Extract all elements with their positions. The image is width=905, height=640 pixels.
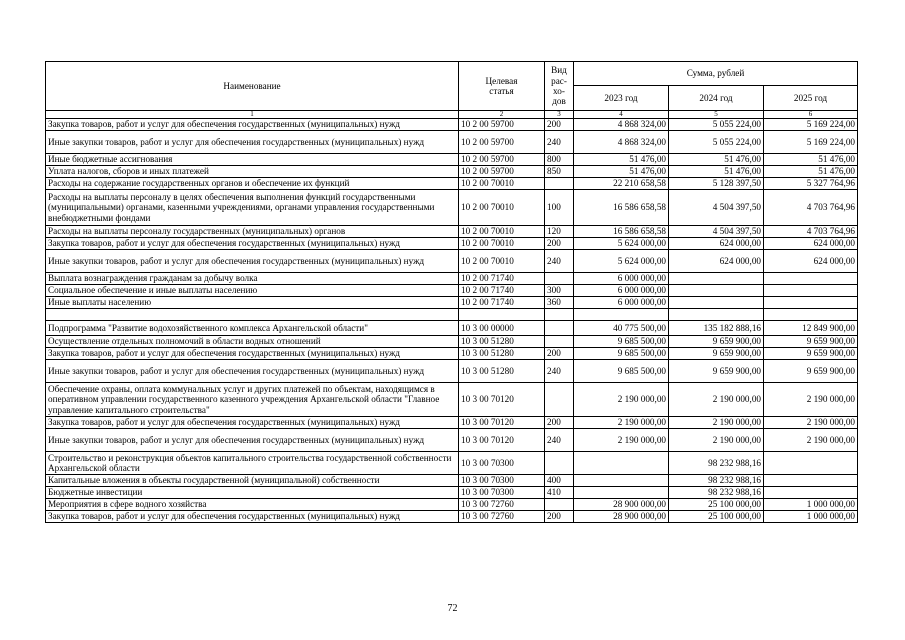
row-name: Бюджетные инвестиции [46, 487, 459, 499]
row-sum-2024: 5 128 397,50 [669, 178, 764, 190]
row-name: Социальное обеспечение и иные выплаты населению [46, 285, 459, 297]
row-sum-2024: 51 476,00 [669, 154, 764, 166]
row-name: Иные закупки товаров, работ и услуг для обеспечения государственных (муниципальных) нужд [46, 131, 459, 154]
table-row [46, 499, 858, 511]
row-type [545, 452, 574, 475]
row-name: Иные закупки товаров, работ и услуг для обеспечения государственных (муниципальных) нужд [46, 429, 459, 452]
row-sum-2023: 5 624 000,00 [574, 238, 669, 250]
table-row [46, 178, 858, 190]
row-sum-2023: 6 000 000,00 [574, 285, 669, 297]
row-sum-2025: 624 000,00 [764, 250, 858, 273]
row-sum-2025: 1 000 000,00 [764, 499, 858, 511]
row-code: 10 3 00 70120 [459, 429, 545, 452]
table-row [46, 154, 858, 166]
table-row [46, 250, 858, 273]
row-name: Иные выплаты населению [46, 297, 459, 309]
row-type: 200 [545, 511, 574, 523]
row-sum-2023: 9 685 500,00 [574, 336, 669, 348]
table-row [46, 475, 858, 487]
table-row [46, 452, 858, 475]
row-code: 10 2 00 70010 [459, 178, 545, 190]
row-code: 10 3 00 51280 [459, 336, 545, 348]
row-type: 240 [545, 250, 574, 273]
header-year-2024: 2024 год [669, 86, 764, 111]
row-sum-2024 [669, 285, 764, 297]
row-code: 10 3 00 70120 [459, 383, 545, 417]
table-row [46, 511, 858, 523]
row-sum-2025 [764, 285, 858, 297]
row-sum-2024 [669, 309, 764, 321]
row-type: 400 [545, 475, 574, 487]
row-name: Мероприятия в сфере водного хозяйства [46, 499, 459, 511]
row-type [545, 178, 574, 190]
row-sum-2023: 22 210 658,58 [574, 178, 669, 190]
row-sum-2024: 9 659 900,00 [669, 336, 764, 348]
row-type: 100 [545, 190, 574, 226]
row-sum-2025: 9 659 900,00 [764, 360, 858, 383]
row-type: 120 [545, 226, 574, 238]
row-sum-2025: 4 703 764,96 [764, 226, 858, 238]
row-sum-2023: 28 900 000,00 [574, 499, 669, 511]
row-code: 10 3 00 72760 [459, 511, 545, 523]
row-type: 360 [545, 297, 574, 309]
row-code: 10 2 00 71740 [459, 297, 545, 309]
budget-table [45, 61, 858, 523]
row-sum-2023: 51 476,00 [574, 166, 669, 178]
row-sum-2024: 2 190 000,00 [669, 417, 764, 429]
row-sum-2024: 98 232 988,16 [669, 452, 764, 475]
row-sum-2023: 28 900 000,00 [574, 511, 669, 523]
row-type [545, 383, 574, 417]
row-code: 10 2 00 70010 [459, 238, 545, 250]
row-sum-2025: 624 000,00 [764, 238, 858, 250]
table-row [46, 383, 858, 417]
index-cell: 6 [764, 111, 858, 119]
row-type [545, 309, 574, 321]
header-year-2025: 2025 год [764, 86, 858, 111]
row-name: Расходы на выплаты персоналу государственных (муниципальных) органов [46, 226, 459, 238]
header-name: Наименование [46, 62, 459, 111]
row-type: 410 [545, 487, 574, 499]
row-type [545, 499, 574, 511]
row-code: 10 3 00 70300 [459, 475, 545, 487]
row-name: Иные закупки товаров, работ и услуг для обеспечения государственных (муниципальных) нужд [46, 250, 459, 273]
row-sum-2025 [764, 452, 858, 475]
row-sum-2023: 40 775 500,00 [574, 321, 669, 336]
row-name: Капитальные вложения в объекты государственной (муниципальной) собственности [46, 475, 459, 487]
row-sum-2023: 2 190 000,00 [574, 383, 669, 417]
row-sum-2024: 51 476,00 [669, 166, 764, 178]
table-row [46, 336, 858, 348]
row-code: 10 2 00 59700 [459, 131, 545, 154]
row-sum-2023: 9 685 500,00 [574, 348, 669, 360]
row-type: 850 [545, 166, 574, 178]
row-sum-2024: 9 659 900,00 [669, 348, 764, 360]
row-code: 10 3 00 70300 [459, 452, 545, 475]
row-sum-2025: 9 659 900,00 [764, 336, 858, 348]
row-code: 10 3 00 72760 [459, 499, 545, 511]
row-code: 10 2 00 59700 [459, 119, 545, 131]
table-row [46, 166, 858, 178]
row-name: Закупка товаров, работ и услуг для обеспечения государственных (муниципальных) нужд [46, 417, 459, 429]
row-code: 10 2 00 59700 [459, 154, 545, 166]
row-code: 10 2 00 70010 [459, 250, 545, 273]
row-sum-2025 [764, 309, 858, 321]
row-name: Закупка товаров, работ и услуг для обеспечения государственных (муниципальных) нужд [46, 511, 459, 523]
index-cell: 5 [669, 111, 764, 119]
row-code: 10 3 00 70120 [459, 417, 545, 429]
row-type: 200 [545, 119, 574, 131]
row-name: Строительство и реконструкция объектов капитального строительства государственной собственности Архангельской области [46, 452, 459, 475]
row-name: Подпрограмма "Развитие водохозяйственного комплекса Архангельской области" [46, 321, 459, 336]
row-type: 240 [545, 131, 574, 154]
row-code: 10 2 00 59700 [459, 166, 545, 178]
row-sum-2025: 5 169 224,00 [764, 131, 858, 154]
header-year-2023: 2023 год [574, 86, 669, 111]
row-code: 10 3 00 51280 [459, 360, 545, 383]
row-sum-2023: 5 624 000,00 [574, 250, 669, 273]
index-cell: 4 [574, 111, 669, 119]
table-row [46, 119, 858, 131]
row-sum-2024: 98 232 988,16 [669, 475, 764, 487]
row-type: 240 [545, 429, 574, 452]
row-name: Выплата вознаграждения гражданам за добычу волка [46, 273, 459, 285]
row-code: 10 3 00 51280 [459, 348, 545, 360]
row-type [545, 321, 574, 336]
row-sum-2024: 4 504 397,50 [669, 190, 764, 226]
row-sum-2023: 2 190 000,00 [574, 429, 669, 452]
row-sum-2025 [764, 475, 858, 487]
row-sum-2024: 4 504 397,50 [669, 226, 764, 238]
row-sum-2024: 5 055 224,00 [669, 131, 764, 154]
row-code: 10 2 00 71740 [459, 285, 545, 297]
row-sum-2025 [764, 487, 858, 499]
row-sum-2025: 1 000 000,00 [764, 511, 858, 523]
row-name: Расходы на выплаты персоналу в целях обеспечения выполнения функций государственными (муниципальными) органами, казенными учреждениями, органами управления государственными внебюджетными фондами [46, 190, 459, 226]
row-sum-2023 [574, 309, 669, 321]
row-sum-2025 [764, 297, 858, 309]
row-name: Обеспечение охраны, оплата коммунальных услуг и других платежей по объектам, находящимся в оперативном управлении государственного казенного учреждения Архангельской области "Главное управление капитального строительства" [46, 383, 459, 417]
row-sum-2024: 624 000,00 [669, 238, 764, 250]
table-row [46, 297, 858, 309]
table-row [46, 360, 858, 383]
row-sum-2024: 25 100 000,00 [669, 511, 764, 523]
table-row [46, 238, 858, 250]
row-type: 200 [545, 348, 574, 360]
table-body [46, 119, 858, 523]
row-sum-2024: 135 182 888,16 [669, 321, 764, 336]
row-sum-2025: 2 190 000,00 [764, 417, 858, 429]
row-type [545, 336, 574, 348]
row-sum-2024 [669, 297, 764, 309]
row-sum-2023: 9 685 500,00 [574, 360, 669, 383]
row-sum-2023: 16 586 658,58 [574, 226, 669, 238]
row-sum-2025: 5 169 224,00 [764, 119, 858, 131]
row-sum-2024: 98 232 988,16 [669, 487, 764, 499]
index-cell: 2 [459, 111, 545, 119]
row-name: Закупка товаров, работ и услуг для обеспечения государственных (муниципальных) нужд [46, 348, 459, 360]
index-cell: 3 [545, 111, 574, 119]
row-sum-2023: 6 000 000,00 [574, 273, 669, 285]
row-type: 200 [545, 238, 574, 250]
row-name: Иные бюджетные ассигнования [46, 154, 459, 166]
row-sum-2023: 6 000 000,00 [574, 297, 669, 309]
row-sum-2025 [764, 273, 858, 285]
row-sum-2025: 9 659 900,00 [764, 348, 858, 360]
row-code: 10 3 00 70300 [459, 487, 545, 499]
row-sum-2024: 624 000,00 [669, 250, 764, 273]
row-name: Иные закупки товаров, работ и услуг для обеспечения государственных (муниципальных) нужд [46, 360, 459, 383]
page-number: 72 [447, 603, 458, 614]
row-sum-2025: 2 190 000,00 [764, 383, 858, 417]
row-sum-2025: 51 476,00 [764, 154, 858, 166]
table-row [46, 429, 858, 452]
table-row [46, 348, 858, 360]
row-type: 300 [545, 285, 574, 297]
table-row [46, 487, 858, 499]
row-name: Уплата налогов, сборов и иных платежей [46, 166, 459, 178]
row-name: Закупка товаров, работ и услуг для обеспечения государственных (муниципальных) нужд [46, 238, 459, 250]
row-sum-2023: 16 586 658,58 [574, 190, 669, 226]
row-sum-2023 [574, 487, 669, 499]
row-sum-2025: 51 476,00 [764, 166, 858, 178]
row-sum-2023 [574, 452, 669, 475]
row-sum-2024: 5 055 224,00 [669, 119, 764, 131]
table-row [46, 226, 858, 238]
row-code: 10 2 00 71740 [459, 273, 545, 285]
table-row [46, 321, 858, 336]
row-type: 200 [545, 417, 574, 429]
row-sum-2024: 25 100 000,00 [669, 499, 764, 511]
header-code: Целевая статья [459, 62, 545, 111]
row-name: Расходы на содержание государственных органов и обеспечение их функций [46, 178, 459, 190]
row-sum-2024: 9 659 900,00 [669, 360, 764, 383]
row-name: Закупка товаров, работ и услуг для обеспечения государственных (муниципальных) нужд [46, 119, 459, 131]
table-row [46, 285, 858, 297]
header-sum: Сумма, рублей [574, 62, 858, 86]
row-sum-2023: 2 190 000,00 [574, 417, 669, 429]
row-name [46, 309, 459, 321]
row-sum-2024 [669, 273, 764, 285]
row-code: 10 3 00 00000 [459, 321, 545, 336]
table-row [46, 309, 858, 321]
row-type: 240 [545, 360, 574, 383]
row-code [459, 309, 545, 321]
row-code: 10 2 00 70010 [459, 190, 545, 226]
table-row [46, 417, 858, 429]
row-sum-2025: 12 849 900,00 [764, 321, 858, 336]
row-name: Осуществление отдельных полномочий в области водных отношений [46, 336, 459, 348]
row-sum-2023: 4 868 324,00 [574, 131, 669, 154]
row-sum-2025: 2 190 000,00 [764, 429, 858, 452]
row-sum-2025: 4 703 764,96 [764, 190, 858, 226]
row-sum-2023 [574, 475, 669, 487]
table-row [46, 273, 858, 285]
header-type: Вид рас-хо-дов [545, 62, 574, 111]
index-cell: 1 [46, 111, 459, 119]
row-type: 800 [545, 154, 574, 166]
row-sum-2023: 51 476,00 [574, 154, 669, 166]
table-row [46, 190, 858, 226]
row-sum-2025: 5 327 764,96 [764, 178, 858, 190]
row-sum-2024: 2 190 000,00 [669, 383, 764, 417]
table-row [46, 131, 858, 154]
row-sum-2024: 2 190 000,00 [669, 429, 764, 452]
row-sum-2023: 4 868 324,00 [574, 119, 669, 131]
row-code: 10 2 00 70010 [459, 226, 545, 238]
row-type [545, 273, 574, 285]
